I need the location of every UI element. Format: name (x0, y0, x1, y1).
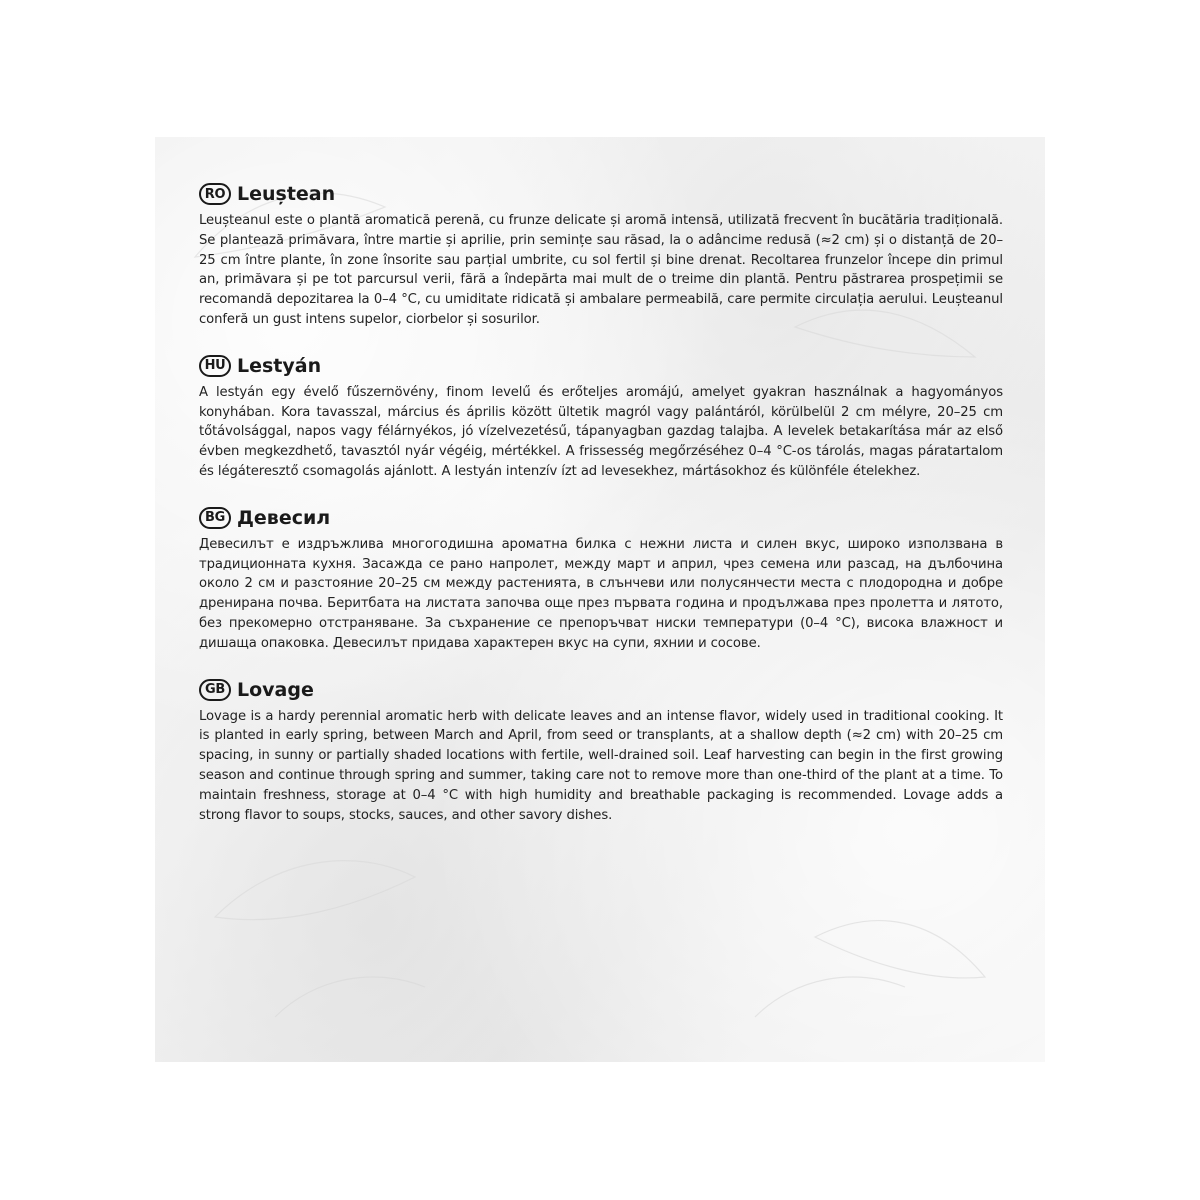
section-title: Lestyán (237, 354, 322, 377)
section-ro (199, 179, 1003, 330)
language-badge: HU (199, 355, 231, 377)
section-heading (199, 351, 1003, 381)
section-body: A lestyán egy évelő fűszernövény, finom levelű és erőteljes aromájú, amelyet gyakran használnak a hagyományos konyhában. Kora tavasszal, március és április között ültetik magról vagy palántáról, körülbelül 2 cm mélyre, 20–25 cm tőtávolsággal, napos vagy félárnyékos, jó vízelvezetésű, tápanyagban gazdag talajba. A levelek betakarítása már az első évben megkezdhető, tavasztól nyár végéig, mértékkel. A frissesség megőrzéséhez 0–4 °C-os tárolás, magas páratartalom és légáteresztő csomagolás ajánlott. A lestyán intenzív ízt ad levesekhez, mártásokhoz és különféle ételekhez. (199, 384, 1003, 479)
section-gb (199, 675, 1003, 826)
section-heading (199, 675, 1003, 705)
language-badge: BG (199, 507, 231, 529)
section-body: Lovage is a hardy perennial aromatic herb with delicate leaves and an intense flavor, widely used in traditional cooking. It is planted in early spring, between March and April, from seed or transplants, at a shallow depth (≈2 cm) with 20–25 cm spacing, in sunny or partially shaded locations with fertile, well-drained soil. Leaf harvesting can begin in the first growing season and continue through spring and summer, taking care not to remove more than one-third of the plant at a time. To maintain freshness, storage at 0–4 °C with high humidity and breathable packaging is recommended. Lovage adds a strong flavor to soups, stocks, sauces, and other savory dishes. (199, 708, 1003, 823)
section-body: Девесилът е издръжлива многогодишна ароматна билка с нежни листа и силен вкус, широко използвана в традиционната кухня. Засажда се рано напролет, между март и април, чрез семена или разсад, на дълбочина около 2 см и разстояние 20–25 см между растенията, в слънчеви или полусянчести места с плодородна и добре дренирана почва. Беритбата на листата започва още през първата година и продължава през пролетта и лятото, без прекомерно отстраняване. За съхранение се препоръчват ниски температури (0–4 °C), висока влажност и дишаща опаковка. Девесилът придава характерен вкус на супи, яхнии и сосове. (199, 536, 1003, 651)
section-bg (199, 503, 1003, 654)
section-title: Девесил (237, 506, 331, 529)
label-card (155, 137, 1045, 1062)
section-body: Leușteanul este o plantă aromatică perenă, cu frunze delicate și aromă intensă, utilizată frecvent în bucătăria tradițională. Se plantează primăvara, între martie și aprilie, prin semințe sau răsad, la o adâncime redusă (≈2 cm) și o distanță de 20–25 cm între plante, în zone însorite sau parțial umbrite, cu sol fertil și bine drenat. Recoltarea frunzelor începe din primul an, primăvara și pe tot parcursul verii, fără a îndepărta mai mult de o treime din plantă. Pentru păstrarea prospețimii se recomandă depozitarea la 0–4 °C, cu umiditate ridicată și ambalare permeabilă, care permite circulația aerului. Leușteanul conferă un gust intens supelor, ciorbelor și sosurilor. (199, 213, 1003, 327)
section-title: Leuștean (237, 183, 336, 205)
language-badge: GB (199, 679, 231, 701)
language-badge: RO (199, 183, 231, 205)
section-hu (199, 351, 1003, 482)
section-heading (199, 503, 1003, 533)
section-title: Lovage (237, 678, 314, 701)
section-heading (199, 179, 1003, 209)
content-column (199, 179, 1003, 846)
